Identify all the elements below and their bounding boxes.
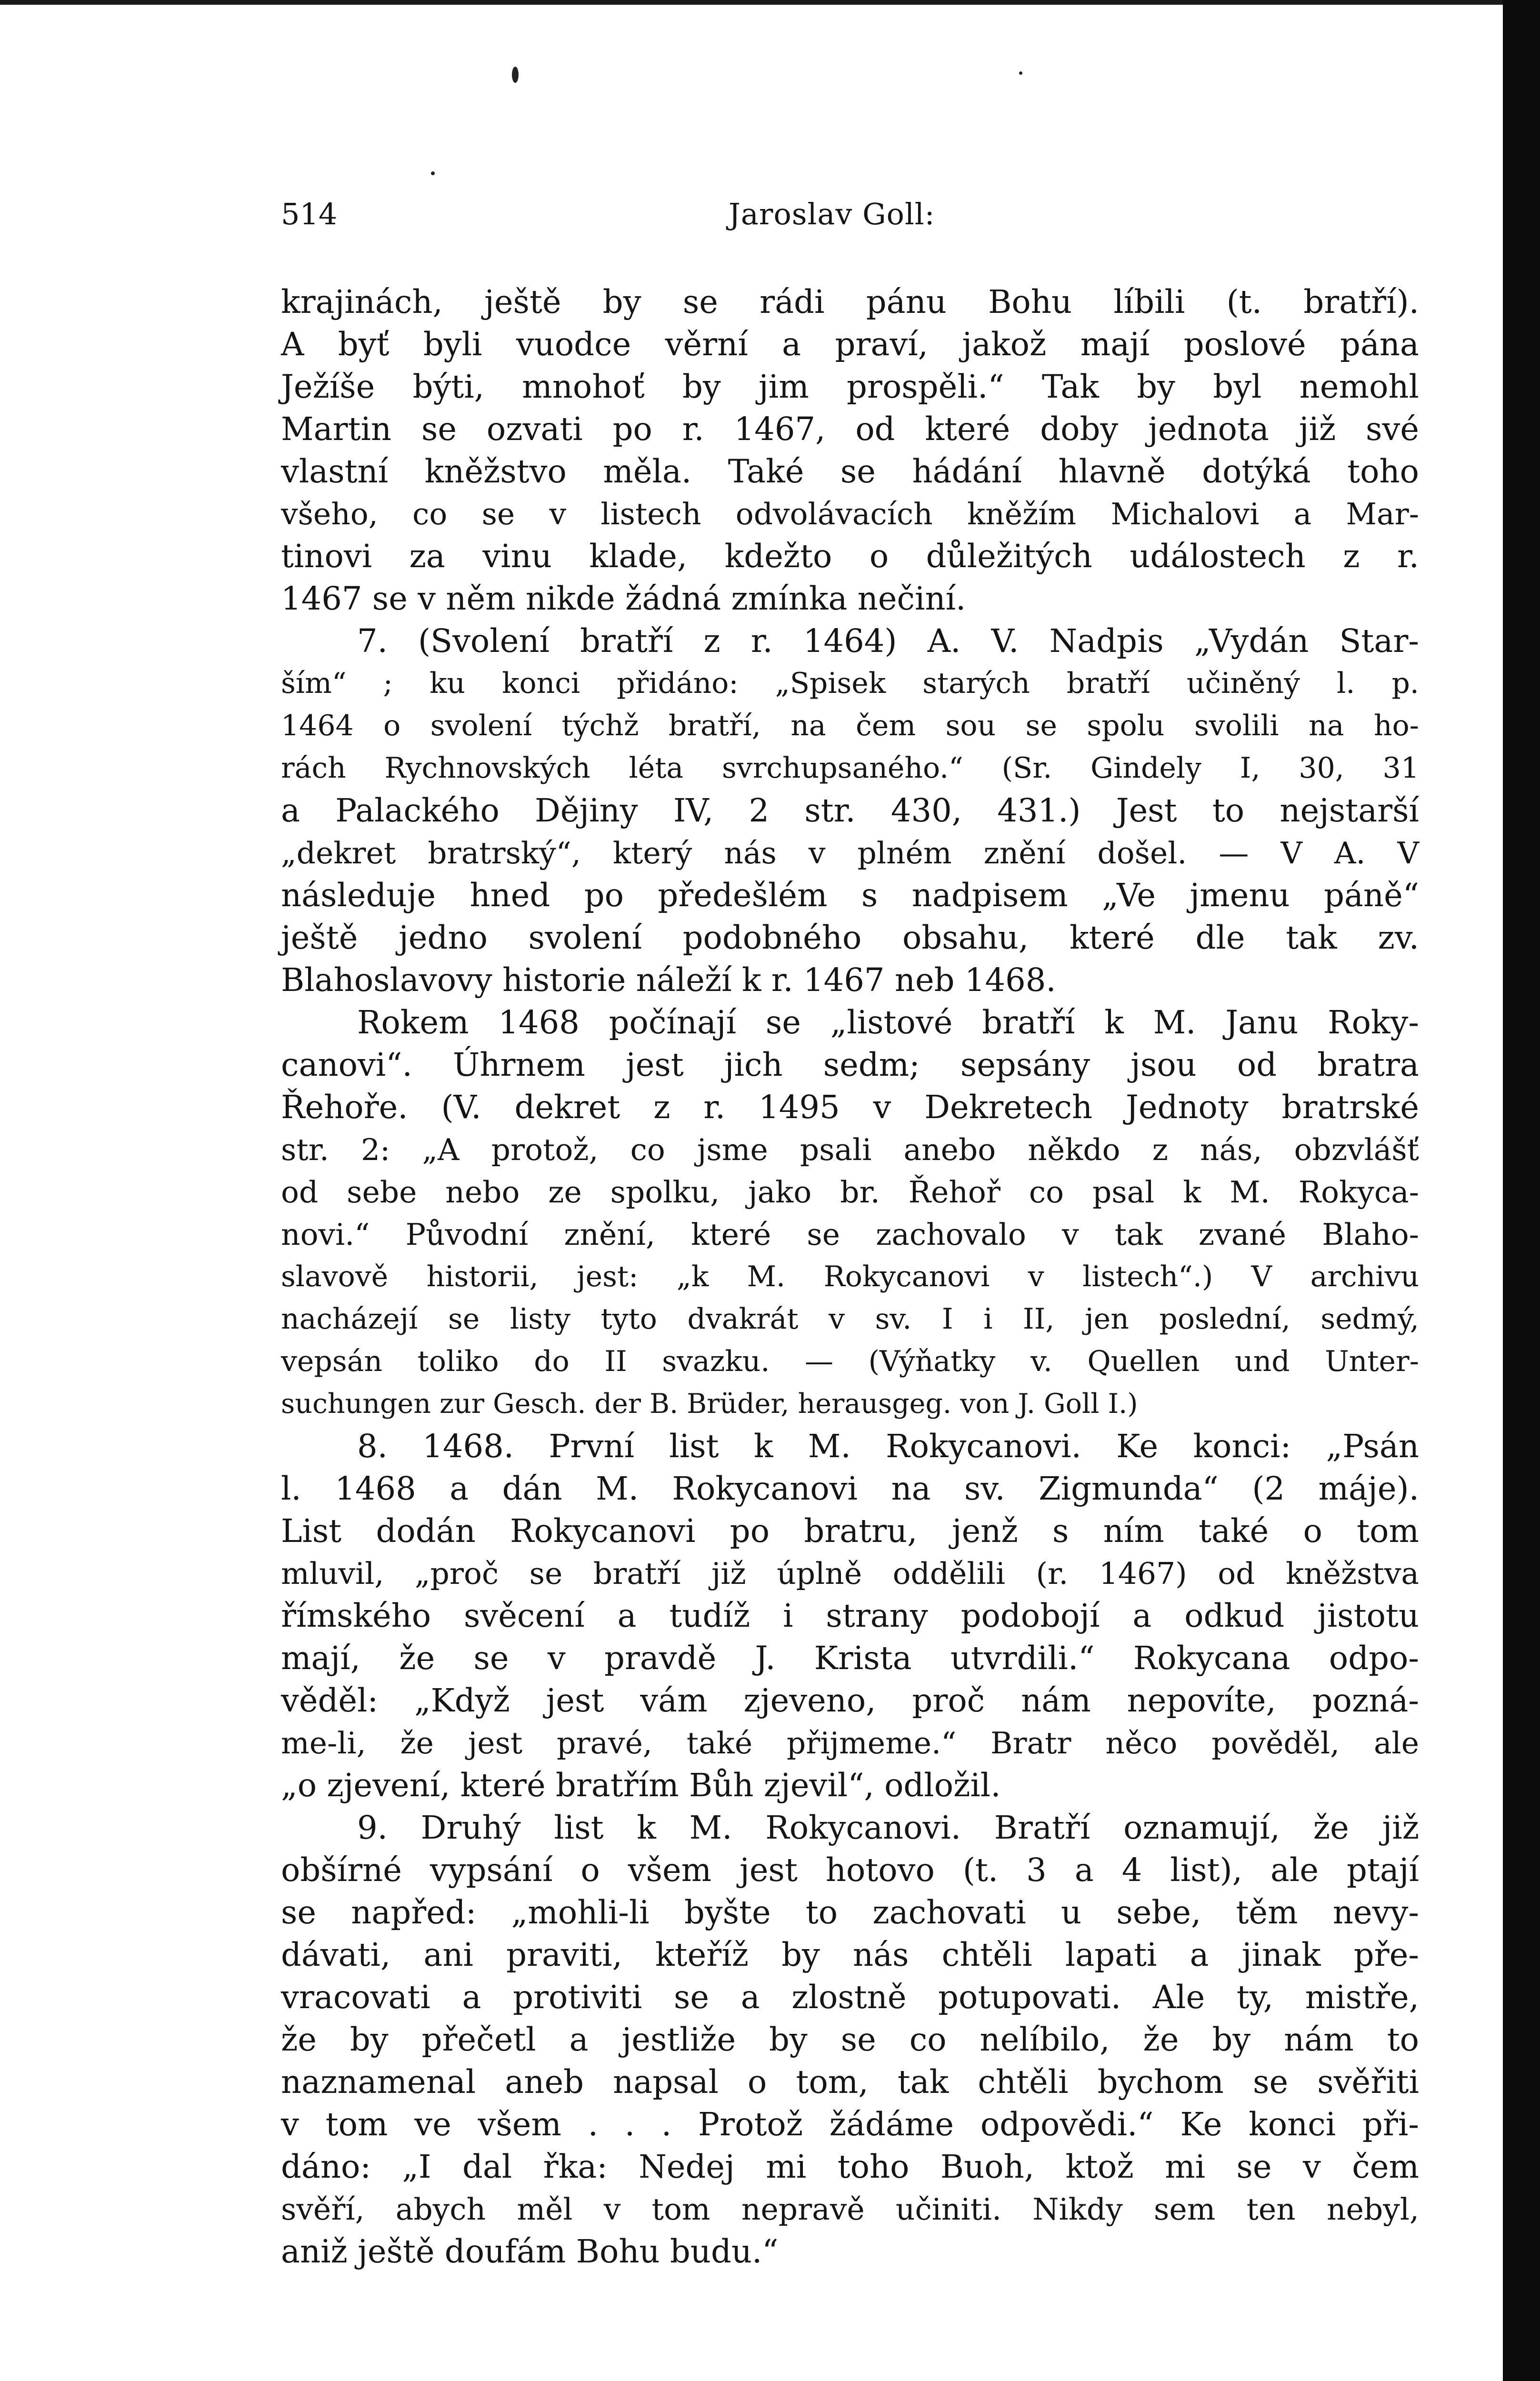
text-line: A byť byli vuodce věrní a praví, jakož mají poslové pána: [281, 326, 1419, 363]
text-line: rách Rychnovských léta svrchupsaného.“ (Sr. Gindely I, 30, 31: [281, 751, 1419, 785]
text-line: suchungen zur Gesch. der B. Brüder, herausgeg. von J. Goll I.): [281, 1388, 1138, 1420]
text-line: tinovi za vinu klade, kdežto o důležitých událostech z r.: [281, 538, 1419, 575]
text-line: ještě jedno svolení podobného obsahu, které dle tak zv.: [281, 919, 1419, 956]
text-line: vepsán toliko do II svazku. — (Výňatky v. Quellen und Unter-: [281, 1345, 1419, 1378]
text-line: svěří, abych měl v tom nepravě učiniti. Nikdy sem ten nebyl,: [281, 2192, 1419, 2227]
text-line: Rokem 1468 počínají se „listové bratří k M. Janu Roky-: [357, 1004, 1419, 1041]
text-line: l. 1468 a dán M. Rokycanovi na sv. Zigmunda“ (2 máje).: [281, 1470, 1419, 1507]
text-line: mají, že se v pravdě J. Krista utvrdili.“ Rokycana odpo-: [281, 1640, 1419, 1677]
text-line: mluvil, „proč se bratří již úplně oddělili (r. 1467) od kněžstva: [281, 1556, 1419, 1591]
text-line: List dodán Rokycanovi po bratru, jenž s ním také o tom: [281, 1512, 1419, 1550]
text-line: se napřed: „mohli-li byšte to zachovati u sebe, těm nevy-: [281, 1894, 1419, 1931]
text-line: všeho, co se v listech odvolávacích kněžím Michalovi a Mar-: [281, 497, 1419, 531]
text-line: vlastní kněžstvo měla. Také se hádání hlavně dotýká toho: [281, 453, 1419, 490]
page-number: 514: [281, 197, 338, 231]
text-line: aniž ještě doufám Bohu budu.“: [281, 2233, 779, 2270]
body-text: [281, 281, 1419, 2273]
text-line: dávati, ani praviti, kteříž by nás chtěli lapati a jinak pře-: [281, 1936, 1419, 1973]
text-line: že by přečetl a jestliže by se co nelíbilo, že by nám to: [281, 2021, 1419, 2058]
text-line: ším“ ; ku konci přidáno: „Spisek starých bratří učiněný l. p.: [281, 667, 1419, 700]
text-line: 8. 1468. První list k M. Rokycanovi. Ke konci: „Psán: [357, 1428, 1419, 1465]
text-line: Martin se ozvati po r. 1467, od které doby jednota již své: [281, 410, 1419, 448]
text-line: obšírné vypsání o všem jest hotovo (t. 3 a 4 list), ale ptají: [281, 1851, 1419, 1889]
text-line: 7. (Svolení bratří z r. 1464) A. V. Nadpis „Vydán Star-: [357, 622, 1419, 660]
text-line: vracovati a protiviti se a zlostně potupovati. Ale ty, mistře,: [281, 1979, 1419, 2016]
text-line: me-li, že jest pravé, také přijmeme.“ Bratr něco pověděl, ale: [281, 1726, 1419, 1761]
text-line: novi.“ Původní znění, které se zachovalo v tak zvané Blaho-: [281, 1217, 1419, 1252]
text-line: a Palackého Dějiny IV, 2 str. 430, 431.) Jest to nejstarší: [281, 792, 1419, 829]
text-line: Ježíše býti, mnohoť by jim prospěli.“ Tak by byl nemohl: [281, 368, 1419, 405]
text-line: dáno: „I dal řka: Nedej mi toho Buoh, ktož mi se v čem: [281, 2148, 1419, 2185]
text-line: v tom ve všem . . . Protož žádáme odpovědi.“ Ke konci při-: [281, 2106, 1419, 2143]
text-line: Řehoře. (V. dekret z r. 1495 v Dekretech Jednoty bratrské: [281, 1089, 1419, 1126]
text-line: 1467 se v něm nikde žádná zmínka nečiní.: [281, 580, 966, 617]
text-line: canovi“. Úhrnem jest jich sedm; sepsány jsou od bratra: [281, 1046, 1419, 1083]
text-line: Blahoslavovy historie náleží k r. 1467 neb 1468.: [281, 961, 1056, 999]
text-line: „dekret bratrský“, který nás v plném znění došel. — V A. V: [281, 836, 1419, 870]
text-line: slavově historii, jest: „k M. Rokycanovi v listech“.) V archivu: [281, 1260, 1419, 1293]
running-title: Jaroslav Goll:: [729, 197, 935, 231]
text-line: str. 2: „A protož, co jsme psali anebo někdo z nás, obzvlášť: [281, 1132, 1419, 1167]
text-line: nacházejí se listy tyto dvakrát v sv. I i II, jen poslední, sedmý,: [281, 1302, 1419, 1336]
text-line: krajinách, ještě by se rádi pánu Bohu líbili (t. bratří).: [281, 283, 1419, 320]
text-line: 9. Druhý list k M. Rokycanovi. Bratří oznamují, že již: [357, 1809, 1419, 1846]
text-line: „o zjevení, které bratřím Bůh zjevil“, odložil.: [281, 1767, 1001, 1804]
text-line: věděl: „Když jest vám zjeveno, proč nám nepovíte, pozná-: [281, 1682, 1419, 1719]
running-head: [281, 190, 1419, 238]
text-line: naznamenal aneb napsal o tom, tak chtěli bychom se svěřiti: [281, 2063, 1419, 2101]
text-line: římského svěcení a tudíž i strany podobojí a odkud jistotu: [281, 1597, 1419, 1634]
text-line: 1464 o svolení týchž bratří, na čem sou se spolu svolili na ho-: [281, 709, 1419, 742]
text-line: následuje hned po předešlém s nadpisem „Ve jmenu páně“: [281, 877, 1419, 914]
text-line: od sebe nebo ze spolku, jako br. Řehoř co psal k M. Rokyca-: [281, 1175, 1419, 1210]
